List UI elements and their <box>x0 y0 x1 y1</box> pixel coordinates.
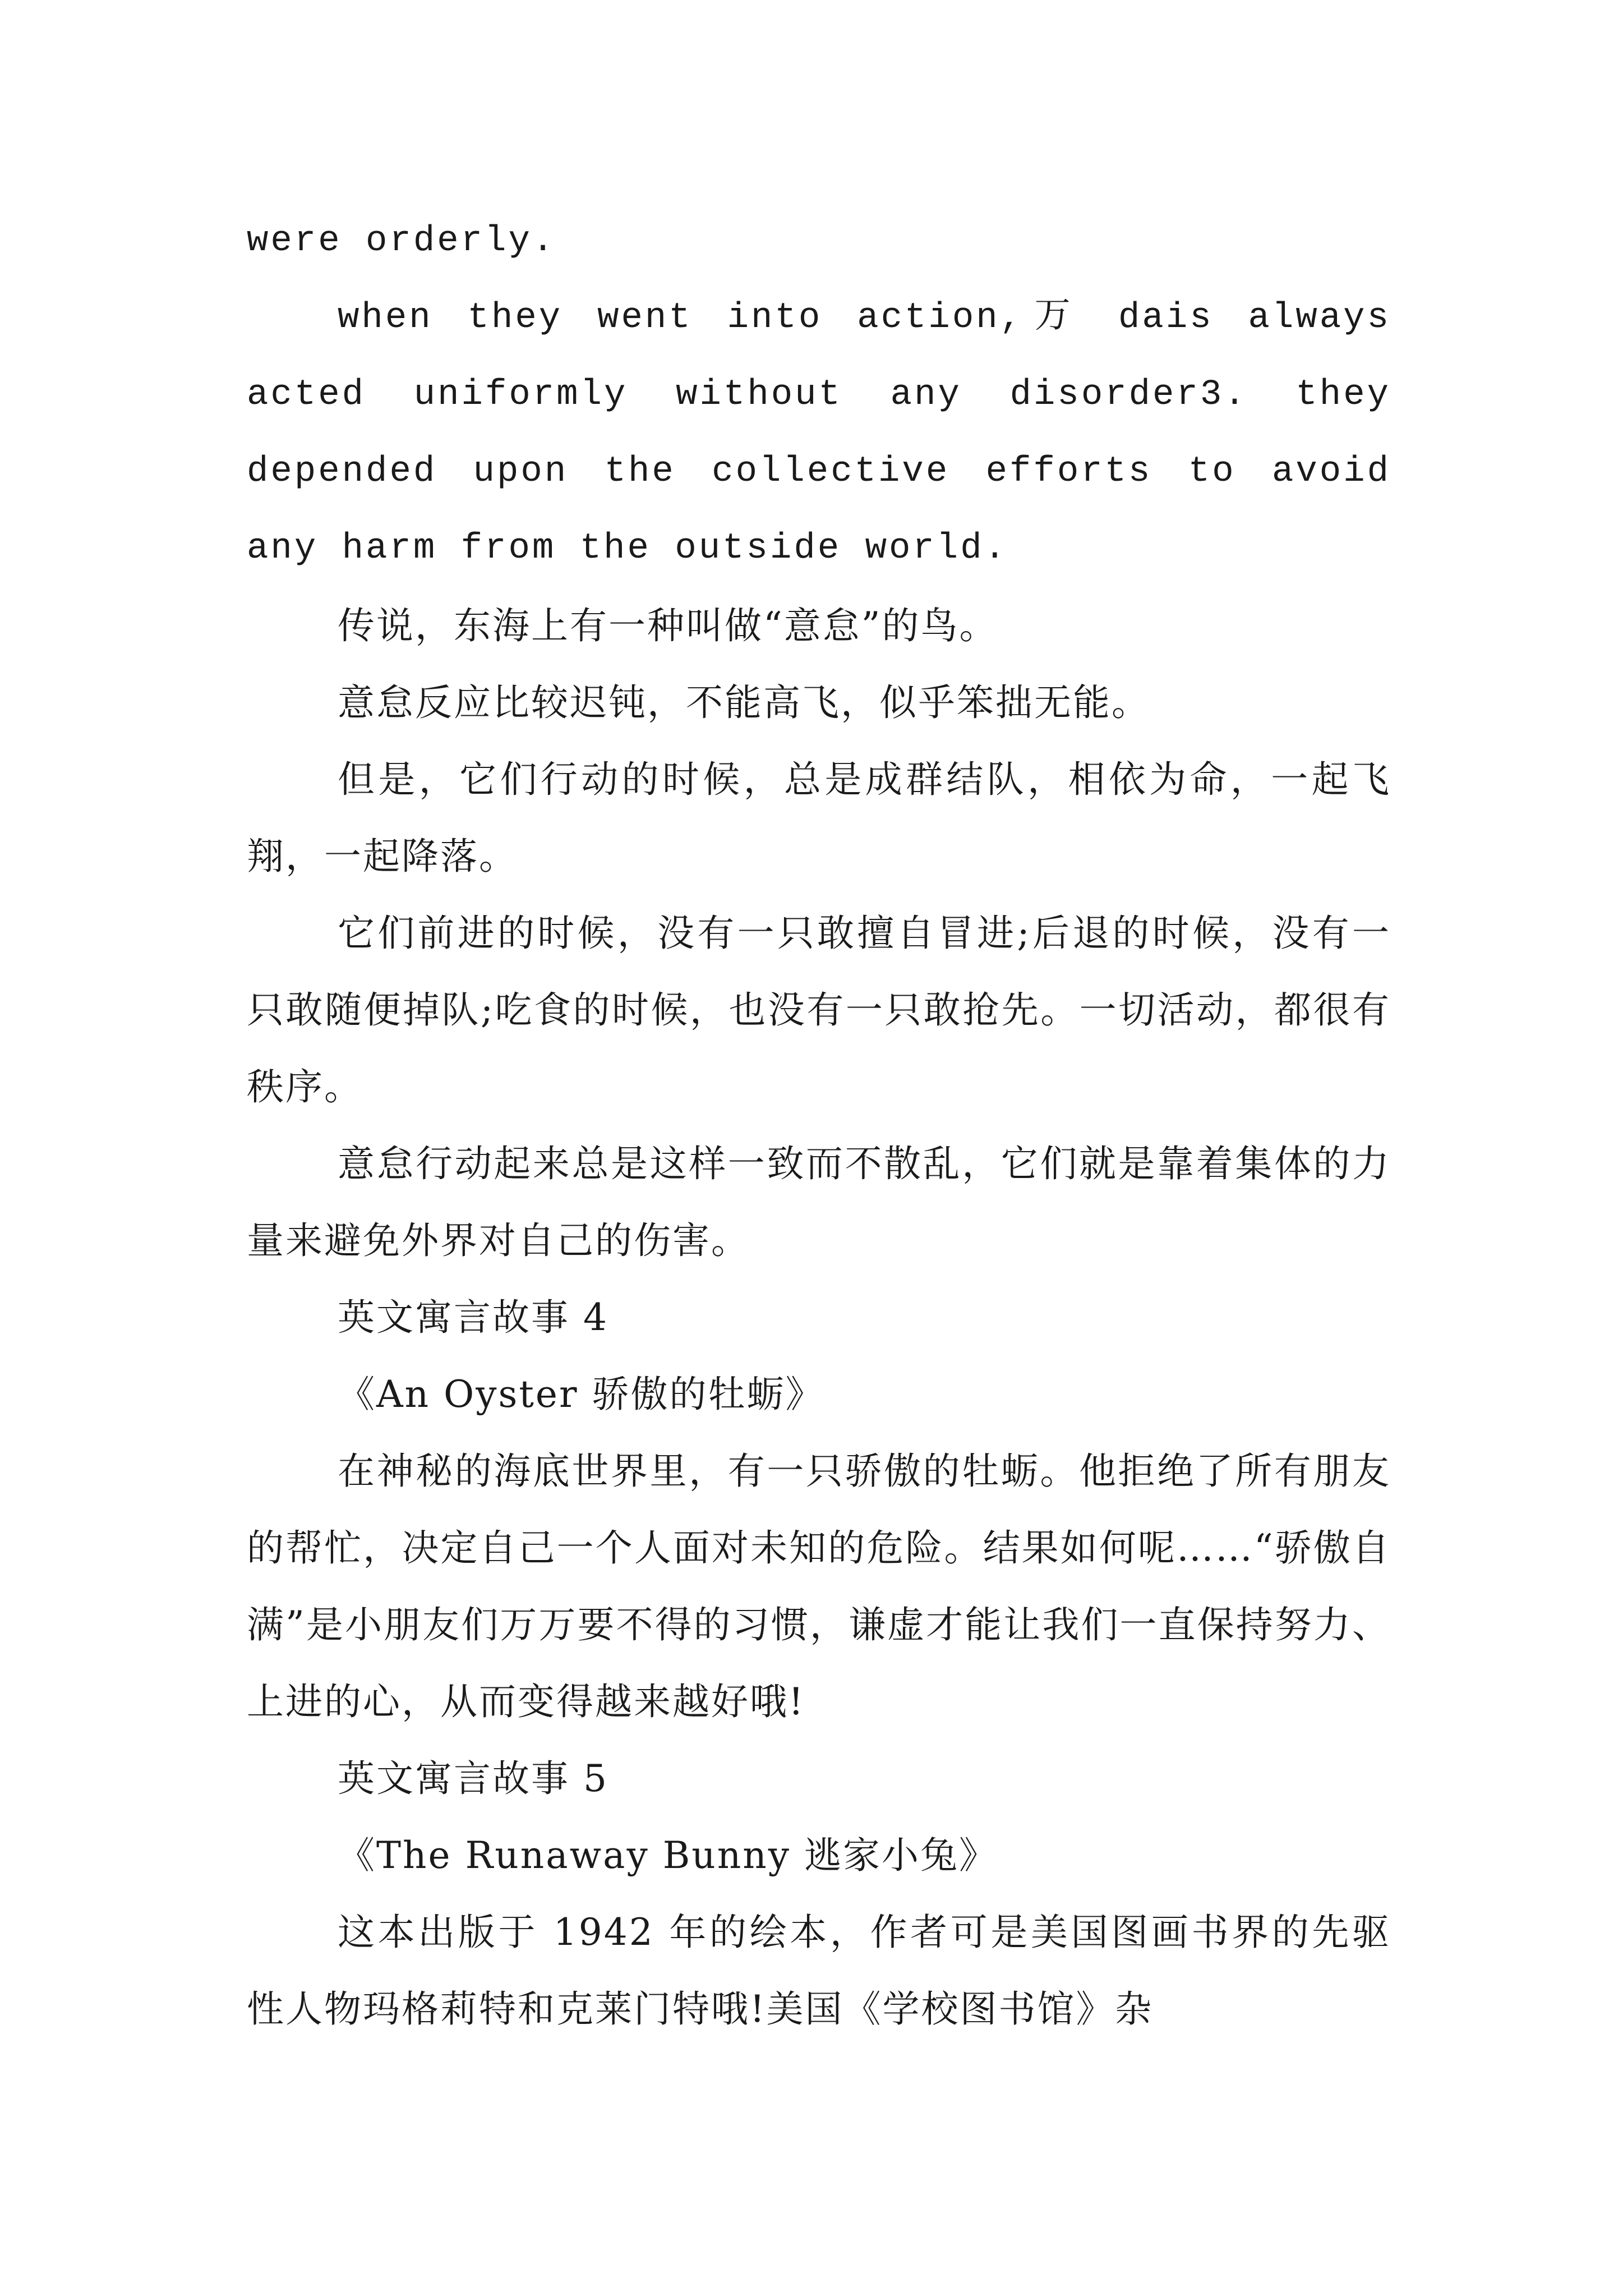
paragraph-bird-trait: 意怠反应比较迟钝，不能高飞，似乎笨拙无能。 <box>338 681 1150 724</box>
story-heading-5: 英文寓言故事 5 <box>338 1757 608 1800</box>
paragraph-english-2: when they went into action,万 dais always acted uniformly without any disorder3. they depended upon the collective efforts to avoid any harm from the outside world. <box>247 298 1391 569</box>
story-title-bunny: 《The Runaway Bunny 逃家小兔》 <box>338 1834 998 1877</box>
paragraph-order: 它们前进的时候，没有一只敢擅自冒进;后退的时候，没有一只敢随便掉队;吃食的时候，也没有一只敢抢先。一切活动，都很有秩序。 <box>247 912 1391 1108</box>
paragraph-english-1: were orderly. <box>247 221 556 261</box>
paragraph-legend-intro: 传说，东海上有一种叫做“意怠”的鸟。 <box>338 604 998 647</box>
story-heading-4: 英文寓言故事 4 <box>338 1296 608 1339</box>
document-body <box>247 203 1391 2047</box>
paragraph-collective: 意怠行动起来总是这样一致而不散乱，它们就是靠着集体的力量来避免外界对自己的伤害。 <box>247 1142 1391 1262</box>
story-title-oyster: 《An Oyster 骄傲的牡蛎》 <box>338 1373 824 1416</box>
paragraph-bunny-summary: 这本出版于 1942 年的绘本，作者可是美国图画书界的先驱性人物玛格莉特和克莱门特哦!美国《学校图书馆》杂 <box>247 1911 1391 2031</box>
paragraph-flock-behavior: 但是，它们行动的时候，总是成群结队，相依为命，一起飞翔，一起降落。 <box>247 758 1391 878</box>
paragraph-oyster-summary: 在神秘的海底世界里，有一只骄傲的牡蛎。他拒绝了所有朋友的帮忙，决定自己一个人面对未知的危险。结果如何呢……“骄傲自满”是小朋友们万万要不得的习惯，谦虚才能让我们一直保持努力、上进的心，从而变得越来越好哦! <box>247 1450 1391 1723</box>
